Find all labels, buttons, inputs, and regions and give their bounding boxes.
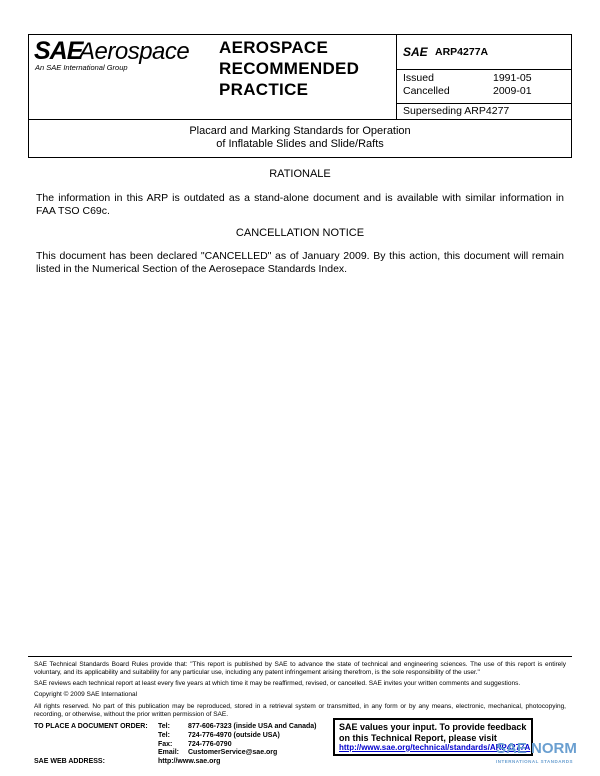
watermark-sub: INTERNATIONAL STANDARDS — [496, 759, 573, 764]
cancelled-value: 2009-01 — [493, 85, 532, 97]
rationale-heading: RATIONALE — [269, 168, 331, 180]
issued-label: Issued — [403, 72, 434, 84]
superseding-row — [397, 103, 572, 119]
feedback-link[interactable]: http://www.sae.org/technical/standards/ARP4277A — [339, 743, 531, 752]
rights-text: All rights reserved. No part of this publication may be reproduced, stored in a retrieval system or transmitted, in any form or by any means, electronic, mechanical, photocopying, recording, or otherwise, without the prior written permission of SAE. — [34, 703, 566, 718]
contact-value-tel2: 724-776-4970 (outside USA) — [188, 732, 280, 739]
contact-key-fax: Fax: — [158, 741, 173, 748]
review-text: SAE reviews each technical report at least every five years at which time it may be reaffirmed, revised, or cancelled. SAE invites your written comments and suggestions. — [34, 680, 521, 687]
logo-name: Aerospace — [79, 38, 190, 65]
web-address-link[interactable]: http://www.sae.org — [158, 758, 221, 765]
dates-row — [397, 69, 572, 104]
contact-key-tel2: Tel: — [158, 732, 170, 739]
feedback-line-1: SAE values your input. To provide feedback — [339, 722, 527, 732]
cancelled-label: Cancelled — [403, 85, 450, 97]
board-rules-text: SAE Technical Standards Board Rules provide that: "This report is published by SAE to advance the state of technical and engineering sciences. The use of this report is entirely voluntary, and its applicability and suitability for any particular use, including any patent infringement arising therefrom, is the sole responsibility of the user." — [34, 661, 566, 676]
contact-value-email[interactable]: CustomerService@sae.org — [188, 749, 278, 756]
contact-key-email: Email: — [158, 749, 180, 756]
document-header — [28, 34, 572, 120]
title-line-3: PRACTICE — [219, 80, 309, 99]
doc-number-row — [397, 35, 572, 70]
contact-value-tel1: 877-606-7323 (inside USA and Canada) — [188, 723, 317, 730]
copyright-text: Copyright © 2009 SAE International — [34, 691, 138, 698]
order-label: TO PLACE A DOCUMENT ORDER: — [34, 723, 148, 730]
footer-divider — [28, 656, 572, 657]
cancellation-heading: CANCELLATION NOTICE — [235, 227, 365, 239]
subtitle-line-1: Placard and Marking Standards for Operation — [189, 125, 411, 137]
web-address-label: SAE WEB ADDRESS: — [34, 758, 105, 765]
sae-mini-logo: SAE — [403, 45, 428, 59]
sae-norm-watermark — [496, 740, 596, 770]
rationale-text: The information in this ARP is outdated as a stand-alone document and is available with similar information in FAA TSO C69c. — [36, 192, 564, 217]
contact-value-fax: 724-776-0790 — [188, 741, 232, 748]
contact-key-tel1: Tel: — [158, 723, 170, 730]
document-type-title — [219, 35, 395, 119]
feedback-line-2: on this Technical Report, please visit — [339, 732, 497, 743]
superseding-text: Superseding ARP4277 — [403, 105, 510, 117]
doc-number: ARP4277A — [435, 46, 489, 58]
subtitle-line-2: of Inflatable Slides and Slide/Rafts — [216, 138, 384, 150]
title-line-1: AEROSPACE — [219, 38, 329, 57]
issued-value: 1991-05 — [493, 72, 532, 84]
sae-aerospace-logo — [29, 35, 219, 119]
document-subtitle — [28, 120, 572, 158]
document-info-panel — [396, 35, 572, 119]
logo-brand: SAE — [34, 37, 83, 65]
title-line-2: RECOMMENDED — [219, 59, 360, 78]
watermark-main: SAE NORM — [496, 740, 577, 757]
logo-tagline: An SAE International Group — [35, 63, 128, 72]
cancellation-text: This document has been declared "CANCELLED" as of January 2009. By this action, this document will remain listed in the Numerical Section of the Aerosepace Standards Index. — [36, 250, 564, 275]
